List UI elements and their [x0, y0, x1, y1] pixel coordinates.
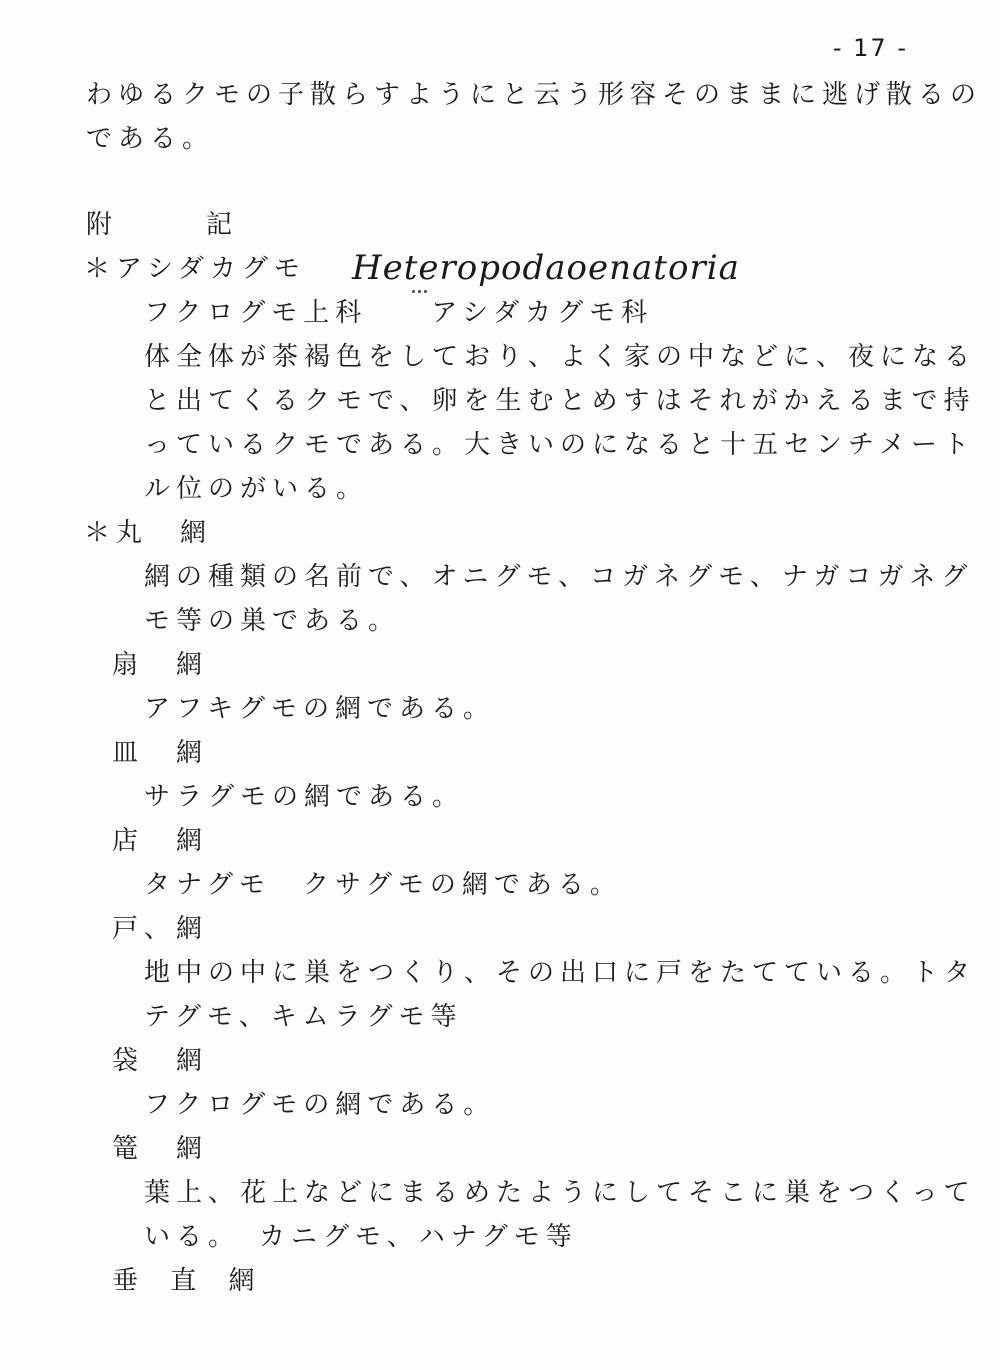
description-line: タナグモ クサグモの網である。	[144, 870, 622, 900]
description-line: いる。 カニグモ、ハナグモ等	[144, 1222, 578, 1252]
intro-line-2: である。	[86, 124, 215, 154]
entry-title-mise: 店 網	[112, 826, 209, 856]
annotation-dot	[418, 290, 421, 293]
entry-title-sara: 皿 網	[112, 738, 209, 768]
description-line: と出てくるクモで、卵を生むとめすはそれがかえるまで持	[144, 386, 976, 416]
description-line: っているクモである。大きいのになると十五センチメート	[144, 430, 975, 460]
description-line: ル位のがいる。	[144, 474, 369, 504]
annotation-dot	[412, 290, 415, 293]
annotation-dot	[424, 290, 427, 293]
intro-line-1: わゆるクモの子散らすようにと云う形容そのままに逃げ散るの	[86, 80, 983, 110]
description-line: モ等の巣である。	[144, 606, 401, 636]
description-line: 体全体が茶褐色をしており、よく家の中などに、夜になる	[144, 342, 977, 372]
latin-name: Heteropodaoenatoria	[352, 248, 740, 288]
entry-title-ashitakagumo: ＊アシダカグモ	[84, 254, 306, 284]
entry-title-maru: ＊丸 網	[84, 518, 213, 548]
description-line: テグモ、キムラグモ等	[144, 1002, 463, 1032]
description-line: サラグモの網である。	[144, 782, 465, 812]
entry-title-kago: 篭 網	[112, 1134, 209, 1164]
entry-title-ougi: 扇 網	[112, 650, 209, 680]
description-line: フクログモの網である。	[144, 1090, 496, 1120]
entry-title-fukuro: 袋 網	[112, 1046, 209, 1076]
page-number: - 17 -	[832, 34, 908, 62]
appendix-heading: 附 記	[86, 210, 247, 240]
description-line: 網の種類の名前で、オニグモ、コガネグモ、ナガコガネグ	[144, 562, 974, 592]
description-line: 葉上、花上などにまるめたようにしてそこに巣をつくって	[144, 1178, 976, 1208]
entry-title-to: 戸、網	[112, 914, 209, 944]
description-line: 地中の中に巣をつくり、その出口に戸をたてている。トタ	[144, 958, 977, 988]
entry-title-suichoku: 垂 直 網	[112, 1266, 267, 1296]
description-line: アフキグモの網である。	[144, 694, 495, 724]
classification: フクログモ上科 アシダカグモ科	[144, 298, 654, 328]
